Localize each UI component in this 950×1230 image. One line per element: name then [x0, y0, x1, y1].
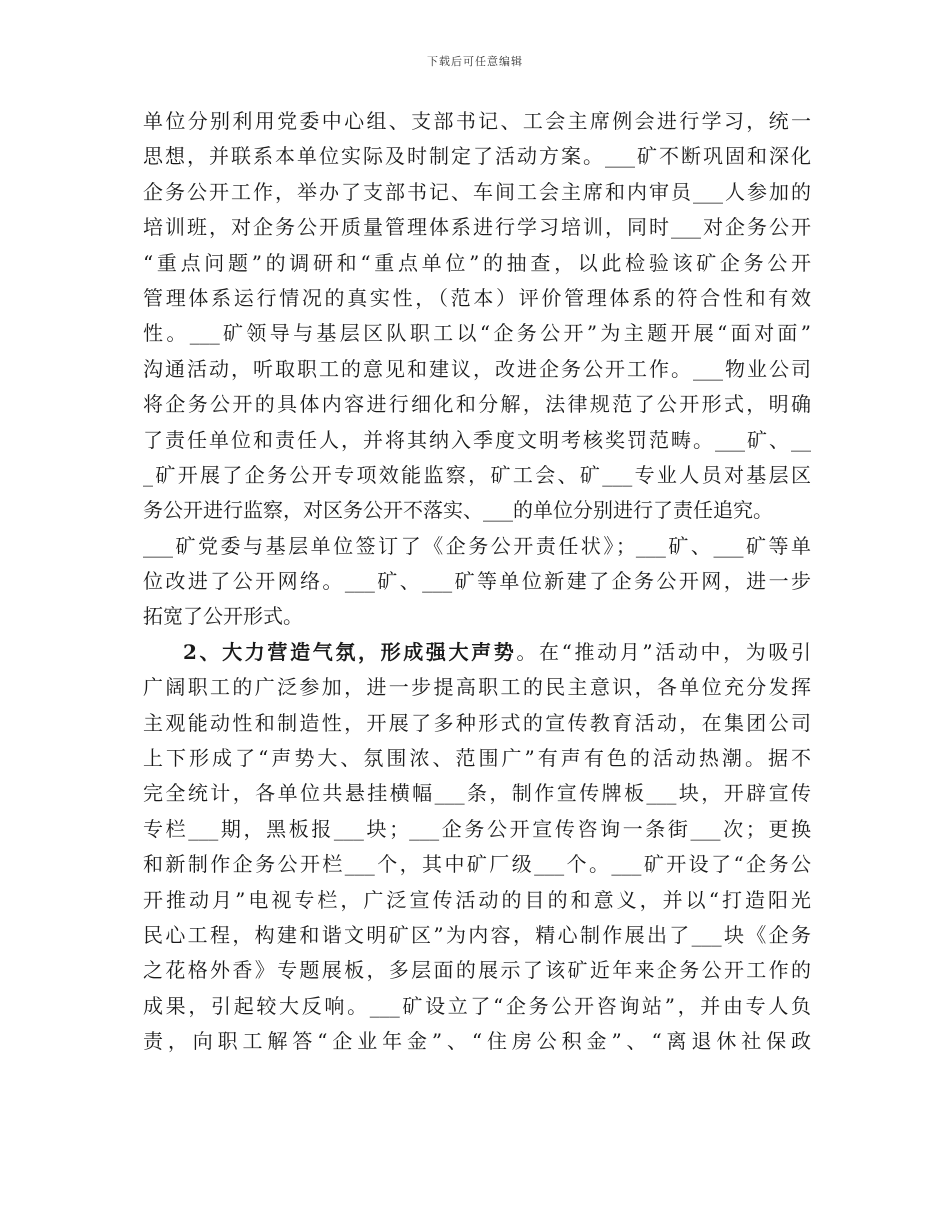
text-line: 单位分别利用党委中心组、支部书记、工会主席例会进行学习，统一: [143, 109, 811, 133]
text-line: [143, 635, 811, 670]
page-header: 下载后可任意编辑: [427, 55, 523, 68]
paragraph-1: [143, 104, 811, 635]
text-line: 开推动月”电视专栏，广泛宣传活动的目的和意义，并以“打造阳光: [143, 887, 811, 912]
heading-continuation: 。在“推动月”活动中，为吸引: [516, 639, 811, 664]
text-line: 企务公开工作，举办了支部书记、车间工会主席和内审员___人参加的: [143, 179, 811, 204]
text-line: 广阔职工的广泛参加，进一步提高职工的民主意识，各单位充分发挥: [143, 675, 811, 700]
text-line: 务公开进行监察，对区务公开不落实、___的单位分别进行了责任追究。: [143, 498, 773, 523]
text-line: ___矿党委与基层单位签订了《企务公开责任状》；___矿、___矿等单: [143, 533, 811, 558]
document-body: [143, 104, 811, 1060]
text-line: 培训班，对企务公开质量管理体系进行学习培训，同时___对企务公开: [143, 215, 811, 240]
text-line: 了责任单位和责任人，并将其纳入季度文明考核奖罚范畴。___矿、__: [143, 427, 811, 452]
text-line: 性。___矿领导与基层区队职工以“企务公开”为主题开展“面对面”: [143, 321, 811, 346]
paragraph-2: [143, 635, 811, 1060]
text-line: 位改进了公开网络。___矿、___矿等单位新建了企务公开网，进一步: [143, 569, 811, 594]
text-line: 上下形成了“声势大、氛围浓、范围广”有声有色的活动热潮。据不: [143, 746, 811, 771]
text-line: _矿开展了企务公开专项效能监察，矿工会、矿___专业人员对基层区: [143, 462, 811, 487]
text-line: 管理体系运行情况的真实性，（范本）评价管理体系的符合性和有效: [143, 285, 811, 310]
text-line: 民心工程，构建和谐文明矿区”为内容，精心制作展出了___块《企务: [143, 922, 811, 947]
text-line: 将企务公开的具体内容进行细化和分解，法律规范了公开形式，明确: [143, 392, 811, 417]
text-line: 专栏___期，黑板报___块；___企务公开宣传咨询一条街___次；更换: [143, 816, 811, 841]
text-line: 完全统计，各单位共悬挂横幅___条，制作宣传牌板___块，开辟宣传: [143, 781, 811, 806]
text-line: 拓宽了公开形式。: [143, 604, 303, 629]
text-line: 责，向职工解答“企业年金”、“住房公积金”、“离退休社保政: [143, 1029, 811, 1054]
section-heading: 2、大力营造气氛，形成强大声势: [183, 639, 517, 664]
text-line: 沟通活动，听取职工的意见和建议，改进企务公开工作。___物业公司: [143, 356, 811, 381]
text-line: 主观能动性和制造性，开展了多种形式的宣传教育活动，在集团公司: [143, 710, 811, 735]
text-line: 之花格外香》专题展板，多层面的展示了该矿近年来企务公开工作的: [143, 958, 811, 983]
text-line: 和新制作企务公开栏___个，其中矿厂级___个。___矿开设了“企务公: [143, 852, 811, 877]
text-line: 成果，引起较大反响。___矿设立了“企务公开咨询站”，并由专人负: [143, 993, 811, 1018]
text-line: “重点问题”的调研和“重点单位”的抽查，以此检验该矿企务公开: [143, 250, 811, 275]
text-line: 思想，并联系本单位实际及时制定了活动方案。___矿不断巩固和深化: [143, 144, 811, 169]
